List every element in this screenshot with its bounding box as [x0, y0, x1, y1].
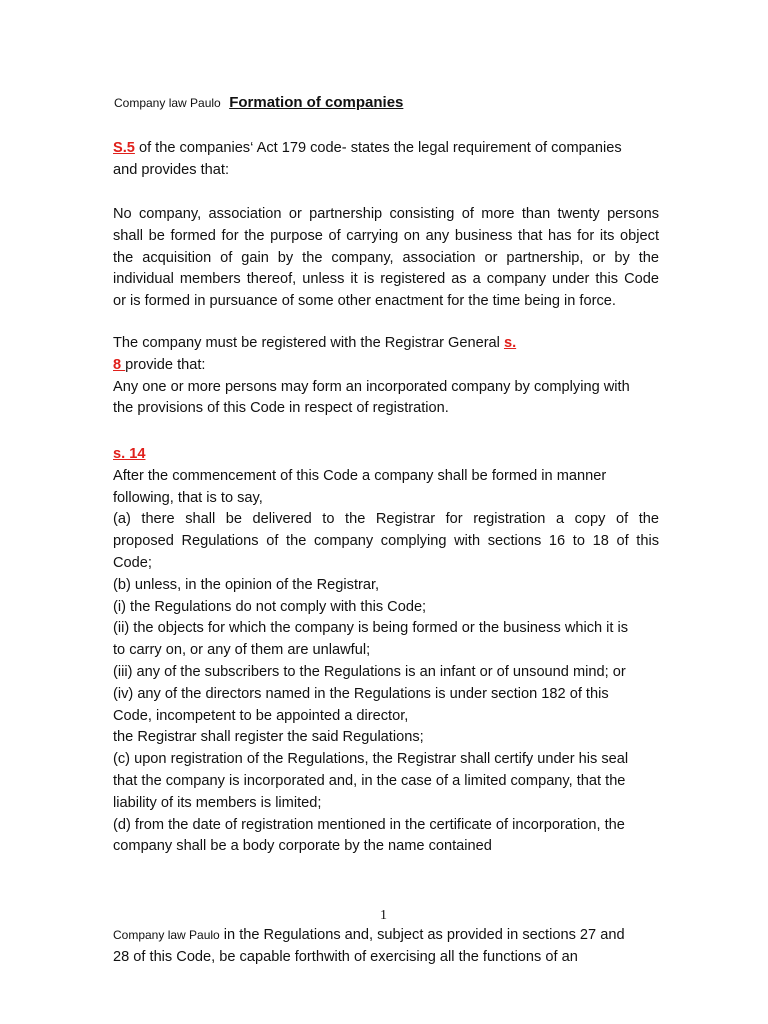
quote-line: or is formed in pursuance of some other enactment for the time being in force.: [113, 293, 616, 310]
registration-line-4: the provisions of this Code in respect of registration.: [113, 400, 449, 417]
s14-line: company shall be a body corporate by the name contained: [113, 838, 492, 855]
s14-line: the Registrar shall register the said Regulations;: [113, 729, 424, 746]
document-heading: Formation of companies: [229, 94, 404, 111]
section-ref-s14-line: [113, 444, 659, 466]
quote-line: shall be formed for the purpose of carrying on any business that has for its object: [113, 227, 659, 244]
s14-line: (iii) any of the subscribers to the Regulations is an infant or of unsound mind; or: [113, 663, 626, 680]
intro-line-2: and provides that:: [113, 161, 230, 178]
s14-line: to carry on, or any of them are unlawful;: [113, 642, 371, 659]
registration-line-1: The company must be registered with the Registrar General s.: [113, 335, 517, 351]
section-ref-s8-part2[interactable]: 8: [113, 356, 126, 373]
s14-paragraph: [113, 444, 659, 858]
s14-line: Code;: [113, 554, 152, 571]
s14-line: (b) unless, in the opinion of the Registrar,: [113, 576, 380, 593]
s14-line: (i) the Regulations do not comply with this Code;: [113, 598, 427, 615]
s14-line: following, that is to say,: [113, 489, 263, 506]
section-ref-s8-part1[interactable]: s.: [503, 335, 517, 351]
intro-paragraph: [113, 138, 659, 182]
page-header: [114, 94, 403, 112]
quote-line: No company, association or partnership consisting of more than twenty persons: [113, 206, 659, 222]
section-ref-s5[interactable]: S.5: [113, 140, 135, 156]
registration-paragraph: [113, 333, 659, 420]
intro-line-1: S.5 of the companies‘ Act 179 code- states the legal requirement of companies: [113, 140, 622, 156]
s14-line: After the commencement of this Code a company shall be formed in manner: [113, 467, 607, 484]
next-page-paragraph: [113, 925, 659, 969]
s14-line: (d) from the date of registration mentioned in the certificate of incorporation, the: [113, 816, 625, 833]
s14-line: (a) there shall be delivered to the Registrar for registration a copy of the: [113, 511, 659, 528]
next-page-line-2: 28 of this Code, be capable forthwith of exercising all the functions of an: [113, 948, 578, 965]
quote-paragraph: [113, 204, 659, 313]
quote-line: the acquisition of gain by the company, association or partnership, or by the: [113, 249, 659, 266]
quote-line: individual members thereof, unless it is registered as a company under this Code: [113, 271, 659, 288]
s14-line: that the company is incorporated and, in the case of a limited company, that the: [113, 772, 626, 789]
s14-line: (iv) any of the directors named in the Regulations is under section 182 of this: [113, 685, 609, 702]
s14-line: (ii) the objects for which the company is being formed or the business which it is: [113, 620, 629, 637]
next-page-line-1: Company law Paulo in the Regulations and, subject as provided in sections 27 and: [113, 927, 625, 943]
registration-line-3: Any one or more persons may form an incorporated company by complying with: [113, 378, 630, 395]
running-title: Company law Paulo: [114, 96, 221, 110]
page-number: 1: [380, 908, 387, 923]
running-title-next: Company law Paulo: [113, 928, 220, 942]
section-ref-s14[interactable]: s. 14: [113, 446, 146, 462]
registration-line-2: 8 provide that:: [113, 356, 206, 373]
s14-line: proposed Regulations of the company complying with sections 16 to 18 of this: [113, 533, 659, 550]
s14-line: Code, incompetent to be appointed a director,: [113, 707, 409, 724]
s14-line: (c) upon registration of the Regulations, the Registrar shall certify under his seal: [113, 751, 629, 768]
s14-line: liability of its members is limited;: [113, 794, 322, 811]
